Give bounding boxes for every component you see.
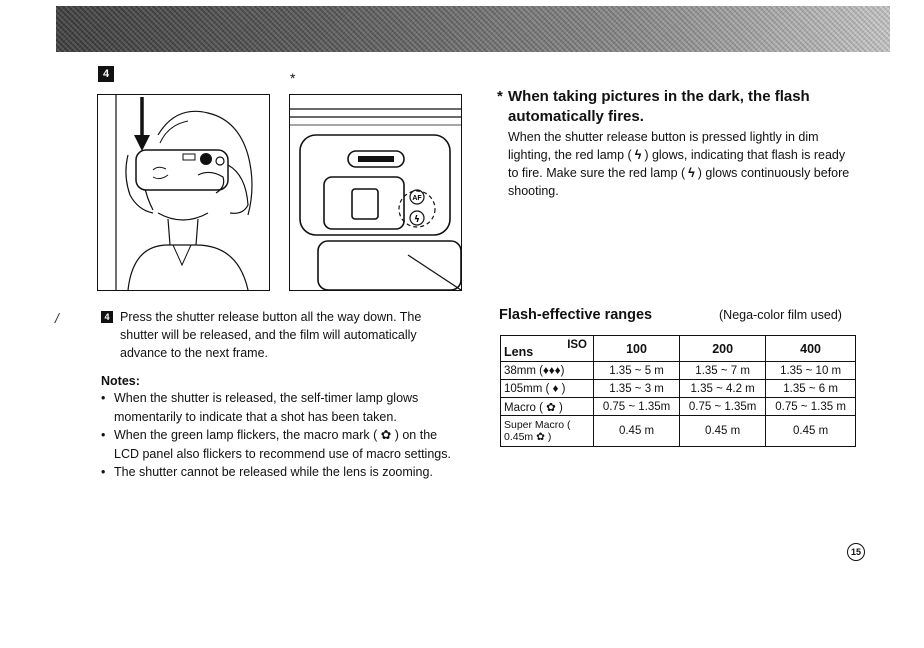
range-cell: 1.35 ~ 6 m	[766, 380, 856, 398]
range-cell: 1.35 ~ 5 m	[594, 362, 680, 380]
note-text: When the shutter is released, the self-timer lamp glows momentarily to indicate that a shot has been taken.	[114, 391, 419, 424]
range-cell: 1.35 ~ 3 m	[594, 380, 680, 398]
range-cell: 1.35 ~ 10 m	[766, 362, 856, 380]
lens-iso-header	[501, 336, 594, 362]
step-instruction-text: Press the shutter release button all the way down. The shutter will be released, and the film will automatically advance to the next frame.	[120, 310, 422, 360]
ranges-title: Flash-effective ranges	[499, 307, 653, 323]
flash-description	[508, 128, 858, 200]
list-item	[101, 389, 461, 426]
flash-icon: ϟ	[688, 166, 695, 180]
flash-body-part-3: ) glows continuously before shooting.	[508, 166, 850, 198]
range-cell: 0.45 m	[594, 416, 680, 447]
camera-panel-illustration	[289, 94, 462, 291]
step-instruction	[101, 308, 441, 362]
flash-heading-asterisk: *	[497, 88, 503, 105]
range-cell: 0.45 m	[766, 416, 856, 447]
af-lamp-label: AF	[412, 195, 422, 202]
shutter-press-illustration	[97, 94, 270, 291]
iso-header: ISO	[567, 339, 587, 351]
table-row	[501, 416, 856, 447]
flash-body-part-1: When the shutter release button is pressed lightly in dim lighting, the red lamp (	[508, 130, 819, 162]
margin-mark: /	[55, 310, 59, 326]
notes-title: Notes:	[101, 374, 140, 388]
range-cell: 0.75 ~ 1.35m	[594, 398, 680, 416]
lens-cell: Macro ( ✿ )	[501, 398, 594, 416]
range-cell: 1.35 ~ 4.2 m	[680, 380, 766, 398]
page-number: 15	[847, 543, 865, 561]
table-row	[501, 362, 856, 380]
list-item	[101, 426, 461, 463]
bullet: •	[101, 391, 106, 405]
range-cell: 0.75 ~ 1.35 m	[766, 398, 856, 416]
lens-cell: 38mm (♦♦♦)	[501, 362, 594, 380]
flash-lamp-label: ϟ	[414, 215, 420, 225]
range-cell: 0.45 m	[680, 416, 766, 447]
table-row	[501, 380, 856, 398]
camera-panel-drawing	[290, 95, 461, 290]
flash-range-table	[500, 335, 856, 447]
lens-cell: 105mm ( ♦ )	[501, 380, 594, 398]
notes-list	[101, 389, 461, 482]
shutter-press-drawing	[98, 95, 269, 290]
lens-header: Lens	[504, 345, 534, 359]
bullet: •	[101, 465, 106, 479]
note-text: The shutter cannot be released while the lens is zooming.	[114, 465, 433, 479]
asterisk-mark: *	[290, 70, 296, 86]
note-text: When the green lamp flickers, the macro mark ( ✿ ) on the LCD panel also flickers to recommend use of macro settings.	[114, 428, 451, 461]
iso-200-header: 200	[680, 336, 766, 362]
ranges-note: (Nega-color film used)	[719, 308, 842, 322]
flash-heading-text: When taking pictures in the dark, the flash automatically fires.	[508, 88, 810, 125]
table-row	[501, 398, 856, 416]
table-header-row	[501, 336, 856, 362]
range-cell: 1.35 ~ 7 m	[680, 362, 766, 380]
bullet: •	[101, 428, 106, 442]
list-item	[101, 463, 461, 482]
header-band	[56, 6, 890, 52]
iso-400-header: 400	[766, 336, 856, 362]
flash-body-part-2: ) glows, indicating that flash is ready to fire. Make sure the red lamp (	[508, 148, 846, 180]
iso-100-header: 100	[594, 336, 680, 362]
flash-icon: ϟ	[634, 148, 642, 162]
step-number-badge: 4	[98, 66, 114, 82]
flash-heading	[497, 87, 857, 127]
step-number-badge-inline: 4	[101, 311, 113, 323]
range-cell: 0.75 ~ 1.35m	[680, 398, 766, 416]
lens-cell: Super Macro ( 0.45m ✿ )	[501, 416, 594, 447]
